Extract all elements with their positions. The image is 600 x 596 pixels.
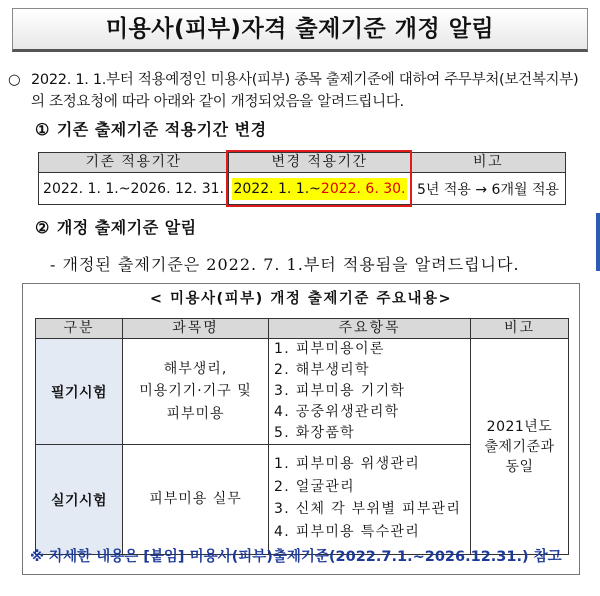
- header-existing-period: 기존 적용기간: [39, 153, 229, 173]
- list-item: 2. 해부생리학: [274, 362, 370, 378]
- note-value: 5년 적용 → 6개월 적용: [416, 181, 559, 198]
- table-row-written-exam: [36, 339, 569, 445]
- header-note: 비고: [471, 319, 569, 339]
- intro-bullet: ○: [8, 72, 21, 88]
- section-1-heading: [35, 120, 267, 140]
- list-item: 1. 피부미용 위생관리: [274, 456, 421, 472]
- list-item: 3. 신체 각 부위별 피부관리: [274, 501, 462, 517]
- section-1-number: ①: [35, 120, 50, 139]
- revision-notice: - 개정된 출제기준은 2022. 7. 1.부터 적용됨을 알려드립니다.: [50, 255, 520, 274]
- intro-line-2: 의 조정요청에 따라 아래와 같이 개정되었음을 알려드립니다.: [31, 94, 404, 110]
- header-note: 비고: [411, 153, 566, 173]
- section-1-title: 기존 출제기준 적용기간 변경: [56, 120, 267, 139]
- subject-line: 피부미용: [166, 405, 225, 422]
- changed-period-start: 2022. 1. 1.~: [233, 180, 321, 197]
- section-2-title: 개정 출제기준 알림: [56, 218, 197, 237]
- existing-period-cell: [39, 173, 229, 205]
- note-cell: [411, 173, 566, 205]
- subject-line: 미용기기·기구 및: [139, 383, 252, 400]
- list-item: 2. 얼굴관리: [274, 478, 356, 495]
- note-line: 출제기준과: [484, 438, 555, 455]
- subject-cell-written-exam: [123, 339, 269, 445]
- main-items-practical-exam: [269, 445, 471, 555]
- list-item: 1. 피부미용이론: [274, 341, 385, 357]
- note-cell: [471, 339, 569, 555]
- header-main-items: 주요항목: [269, 319, 471, 339]
- changed-period-end: 2022. 6. 30.: [320, 180, 406, 197]
- reference-footnote: ※ 자세한 내용은 [붙임] 미용사(피부)출제기준(2022.7.1.~2026.12.31.) 참고: [30, 549, 562, 565]
- list-item: 5. 화장품학: [274, 425, 356, 441]
- existing-period-value: 2022. 1. 1.~2026. 12. 31.: [43, 180, 224, 197]
- subject-line: 피부미용 실무: [149, 491, 242, 508]
- list-item: 3. 피부미용 기기학: [274, 383, 406, 399]
- table-header-row: [36, 319, 569, 339]
- changed-period-red-frame: [226, 150, 412, 207]
- list-item: 4. 공중위생관리학: [274, 404, 400, 420]
- note-line: 동일: [505, 458, 534, 475]
- note-line: 2021년도: [486, 418, 553, 435]
- header-category: 구분: [36, 319, 123, 339]
- intro-line-1: 2022. 1. 1.부터 적용예정인 미용사(피부) 종목 출제기준에 대하여 주무부처(보건복지부): [31, 72, 579, 88]
- subject-line: 해부생리,: [163, 360, 228, 377]
- summary-box-title: < 미용사(피부) 개정 출제기준 주요내용>: [149, 291, 453, 307]
- main-items-written-exam: [269, 339, 471, 445]
- header-subject: 과목명: [123, 319, 269, 339]
- list-item: 4. 피부미용 특수관리: [274, 523, 421, 540]
- category-written-exam: 필기시험: [36, 339, 123, 445]
- section-2-number: ②: [35, 218, 50, 237]
- page-title: 미용사(피부)자격 출제기준 개정 알림: [12, 8, 588, 52]
- revised-standard-summary-table: [35, 318, 569, 555]
- category-practical-exam: 실기시험: [36, 445, 123, 555]
- edge-marker: [596, 213, 600, 271]
- subject-cell-practical-exam: [123, 445, 269, 555]
- section-2-heading: [35, 218, 197, 238]
- header-changed-period: 변경 적용기간: [229, 153, 411, 173]
